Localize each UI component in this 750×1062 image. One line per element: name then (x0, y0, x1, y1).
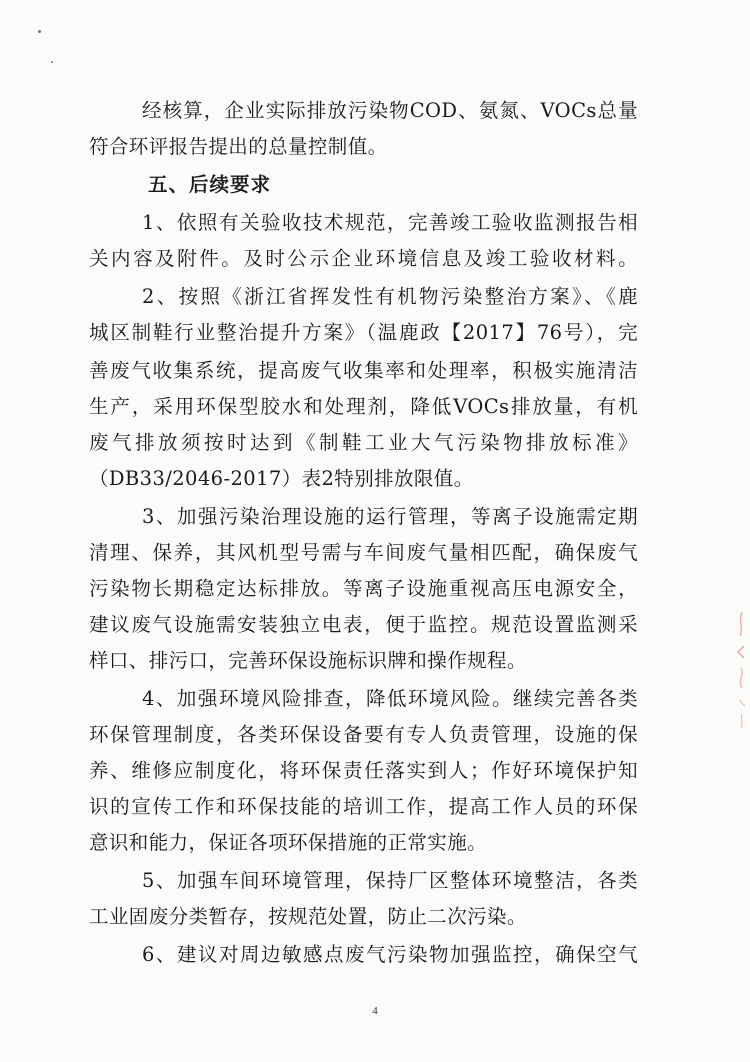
text-line: 5、加强车间环境管理，保持厂区整体环境整洁，各类 (142, 869, 638, 892)
text-line: 污染物长期稳定达标排放。等离子设施重视高压电源安全， (89, 577, 638, 600)
page-number: 4 (372, 1005, 378, 1017)
text-line: 意识和能力，保证各项环保措施的正常实施。 (89, 831, 488, 854)
text-line: 关内容及附件。及时公示企业环境信息及竣工验收材料。 (89, 247, 638, 270)
text-line: 4、加强环境风险排查，降低环境风险。继续完善各类 (142, 687, 638, 710)
scan-speck (51, 61, 53, 63)
section-heading: 五、后续要求 (148, 173, 272, 196)
seal-stamp-edge (732, 610, 748, 730)
text-line: 经核算，企业实际排放污染物COD、氨氮、VOCs总量 (142, 99, 638, 122)
text-line: 生产，采用环保型胶水和处理剂，降低VOCs排放量，有机 (89, 395, 638, 418)
scan-speck (38, 30, 41, 33)
text-line: 1、依照有关验收技术规范，完善竣工验收监测报告相 (142, 211, 638, 234)
text-line: 废气排放须按时达到《制鞋工业大气污染物排放标准》 (89, 431, 638, 454)
text-line: 3、加强污染治理设施的运行管理，等离子设施需定期 (142, 505, 638, 528)
text-line: 工业固废分类暂存，按规范处置，防止二次污染。 (89, 905, 527, 928)
text-line: 建议废气设施需安装独立电表，便于监控。规范设置监测采 (89, 613, 638, 636)
text-line: 环保管理制度，各类环保设备要有专人负责管理，设施的保 (89, 723, 638, 746)
text-line: 善废气收集系统，提高废气收集率和处理率，积极实施清洁 (89, 359, 638, 382)
text-line: 识的宣传工作和环保技能的培训工作，提高工作人员的环保 (89, 795, 638, 818)
text-line: 6、建议对周边敏感点废气污染物加强监控，确保空气 (142, 943, 638, 966)
text-line: （DB33/2046-2017）表2特别排放限值。 (89, 467, 474, 490)
text-line: 样口、排污口，完善环保设施标识牌和操作规程。 (89, 649, 527, 672)
text-line: 养、维修应制度化，将环保责任落实到人；作好环境保护知 (89, 759, 638, 782)
text-line: 清理、保养，其风机型号需与车间废气量相匹配，确保废气 (89, 541, 638, 564)
text-line: 2、按照《浙江省挥发性有机物污染整治方案》、《鹿 (142, 285, 638, 308)
text-line: 城区制鞋行业整治提升方案》（温鹿政【2017】76号），完 (89, 321, 638, 344)
text-line: 符合环评报告提出的总量控制值。 (89, 135, 388, 158)
